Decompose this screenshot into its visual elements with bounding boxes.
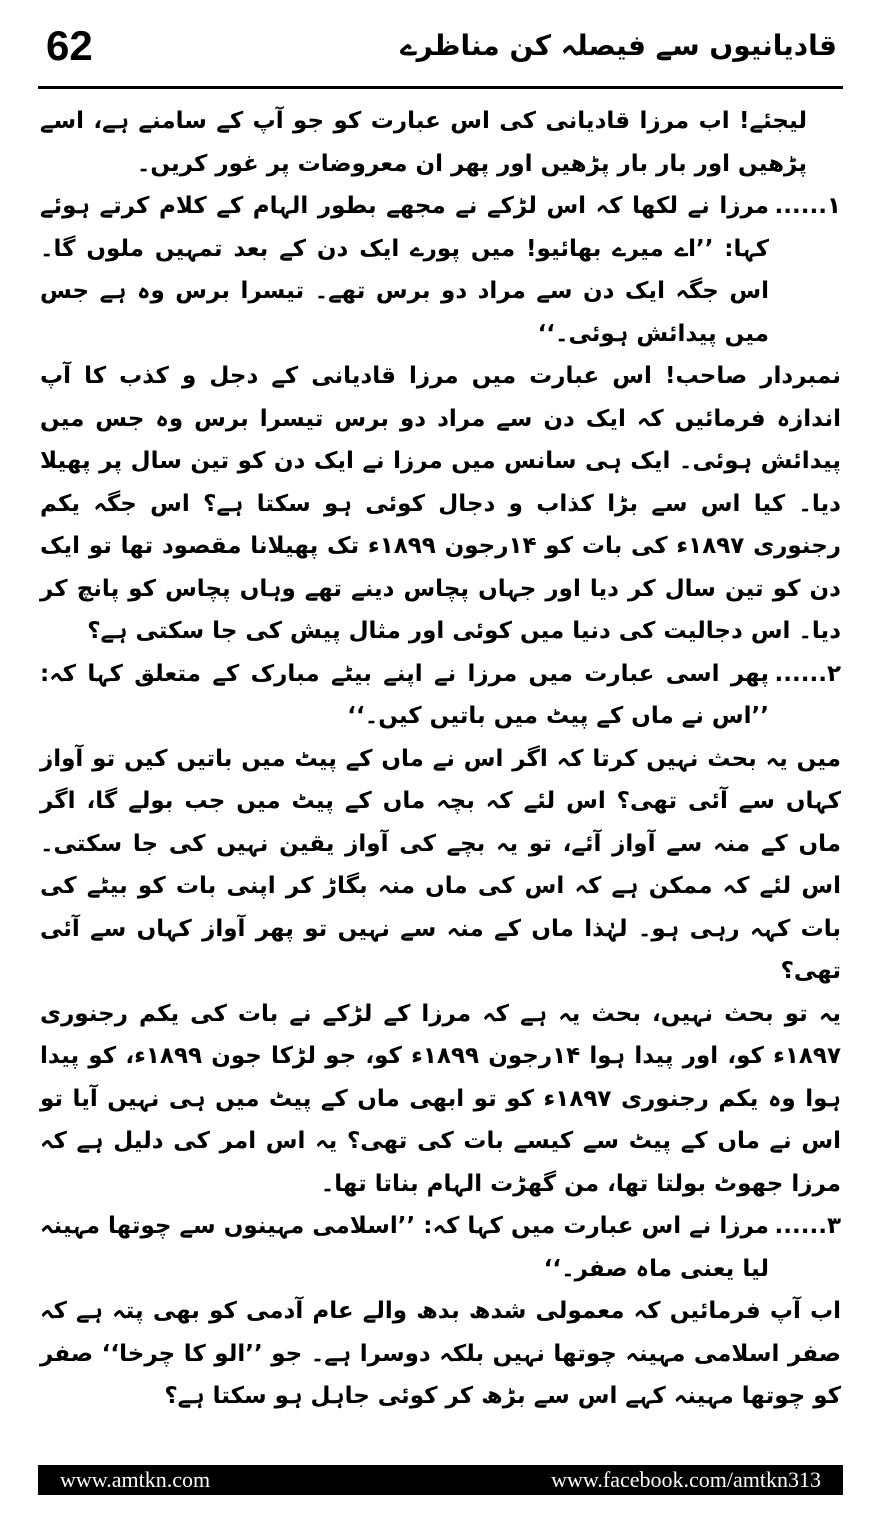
- header-divider: [38, 86, 843, 89]
- point-text-2: پھر اسی عبارت میں مرزا نے اپنے بیٹے مبارک کے متعلق کہا کہ: ’’اس نے ماں کے پیٹ میں باتیں کیں۔‘‘: [40, 660, 769, 729]
- paragraph-1: نمبردار صاحب! اس عبارت میں مرزا قادیانی کے دجل و کذب کا آپ اندازہ فرمائیں کہ ایک دن سے مراد دو برس تیسرا برس وہ جس میں پیدائش ہوئی۔ ایک ہی سانس میں مرزا نے ایک دن کو تین سال پر پھیلا دیا۔ کیا اس سے بڑا کذاب و دجال کوئی ہو سکتا ہے؟ اس جگہ یکم رجنوری ۱۸۹۷ء کی بات کو ۱۴رجون ۱۸۹۹ء تک پھیلانا مقصود تھا تو ایک دن کو تین سال کر دیا اور جہاں پچاس دینے تھے وہاں پچاس کو پانچ کر دیا۔ اس دجالیت کی دنیا میں کوئی اور مثال پیش کی جا سکتی ہے؟: [40, 363, 842, 644]
- footer-website-link[interactable]: www.amtkn.com: [60, 1467, 211, 1492]
- paragraph-4: اب آپ فرمائیں کہ معمولی شدھ بدھ والے عام آدمی کو بھی پتہ ہے کہ صفر اسلامی مہینہ چوتھا نہیں بلکہ دوسرا ہے۔ جو ’’الو کا چرخا‘‘ صفر کو چوتھا مہینہ کہے اس سے بڑھ کر کوئی جاہل ہو سکتا ہے؟: [40, 1298, 841, 1409]
- point-text-3: مرزا نے اس عبارت میں کہا کہ: ’’اسلامی مہینوں سے چوتھا مہینہ لیا یعنی ماہ صفر۔‘‘: [40, 1213, 769, 1282]
- point-number-2: ۲......: [774, 660, 841, 687]
- numbered-point-3: [40, 1205, 841, 1290]
- numbered-point-1: [40, 185, 841, 355]
- point-text-1: مرزا نے لکھا کہ اس لڑکے نے مجھے بطور الہام کے کلام کرتے ہوئے کہا: ’’اے میرے بھائیو! میں پورے ایک دن کے بعد تمہیں ملوں گا۔ اس جگہ ایک دن سے مراد دو برس تھے۔ تیسرا برس وہ ہے جس میں پیدائش ہوئی۔‘‘: [40, 193, 769, 347]
- point-number-3: ۳......: [774, 1213, 841, 1239]
- numbered-point-2: [40, 653, 841, 738]
- paragraph-3: یہ تو بحث نہیں، بحث یہ ہے کہ مرزا کے لڑکے نے بات کی یکم رجنوری ۱۸۹۷ء کو، اور پیدا ہوا ۱۴رجون ۱۸۹۹ء کو، جو لڑکا جون ۱۸۹۹ء، کو پیدا ہوا وہ یکم رجنوری ۱۸۹۷ء کو تو ابھی ماں کے پیٹ میں ہی نہیں آیا تو اس نے ماں کے پیٹ سے کیسے بات کی تھی؟ یہ اس امر کی دلیل ہے کہ مرزا جھوٹ بولتا تھا، من گھڑت الہام بناتا تھا۔: [40, 1000, 841, 1197]
- footer-facebook-link[interactable]: www.facebook.com/amtkn313: [551, 1467, 821, 1492]
- page-number: 62: [46, 22, 93, 69]
- point-number-1: ۱......: [774, 193, 841, 219]
- paragraph-2: میں یہ بحث نہیں کرتا کہ اگر اس نے ماں کے پیٹ میں باتیں کیں تو آواز کہاں سے آئی تھی؟ اس لئے کہ بچہ ماں کے پیٹ میں جب بولے گا، اگر ماں کے منہ سے آواز آئے، تو یہ بچے کی آواز یقین نہیں کی جا سکتی۔ اس لئے کہ ممکن ہے کہ اس کی ماں منہ بگاڑ کر اپنی بات کو بیٹے کی بات کہہ رہی ہو۔ لہٰذا ماں کے منہ سے نہیں تو پھر آواز کہاں سے آئی تھی؟: [40, 745, 841, 984]
- book-title: قادیانیوں سے فیصلہ کن مناظرے: [400, 29, 837, 62]
- page-body: [40, 100, 841, 1418]
- intro-paragraph: لیجئے! اب مرزا قادیانی کی اس عبارت کو جو آپ کے سامنے ہے، اسے پڑھیں اور بار بار پڑھیں اور پھر ان معروضات پر غور کریں۔: [40, 108, 807, 177]
